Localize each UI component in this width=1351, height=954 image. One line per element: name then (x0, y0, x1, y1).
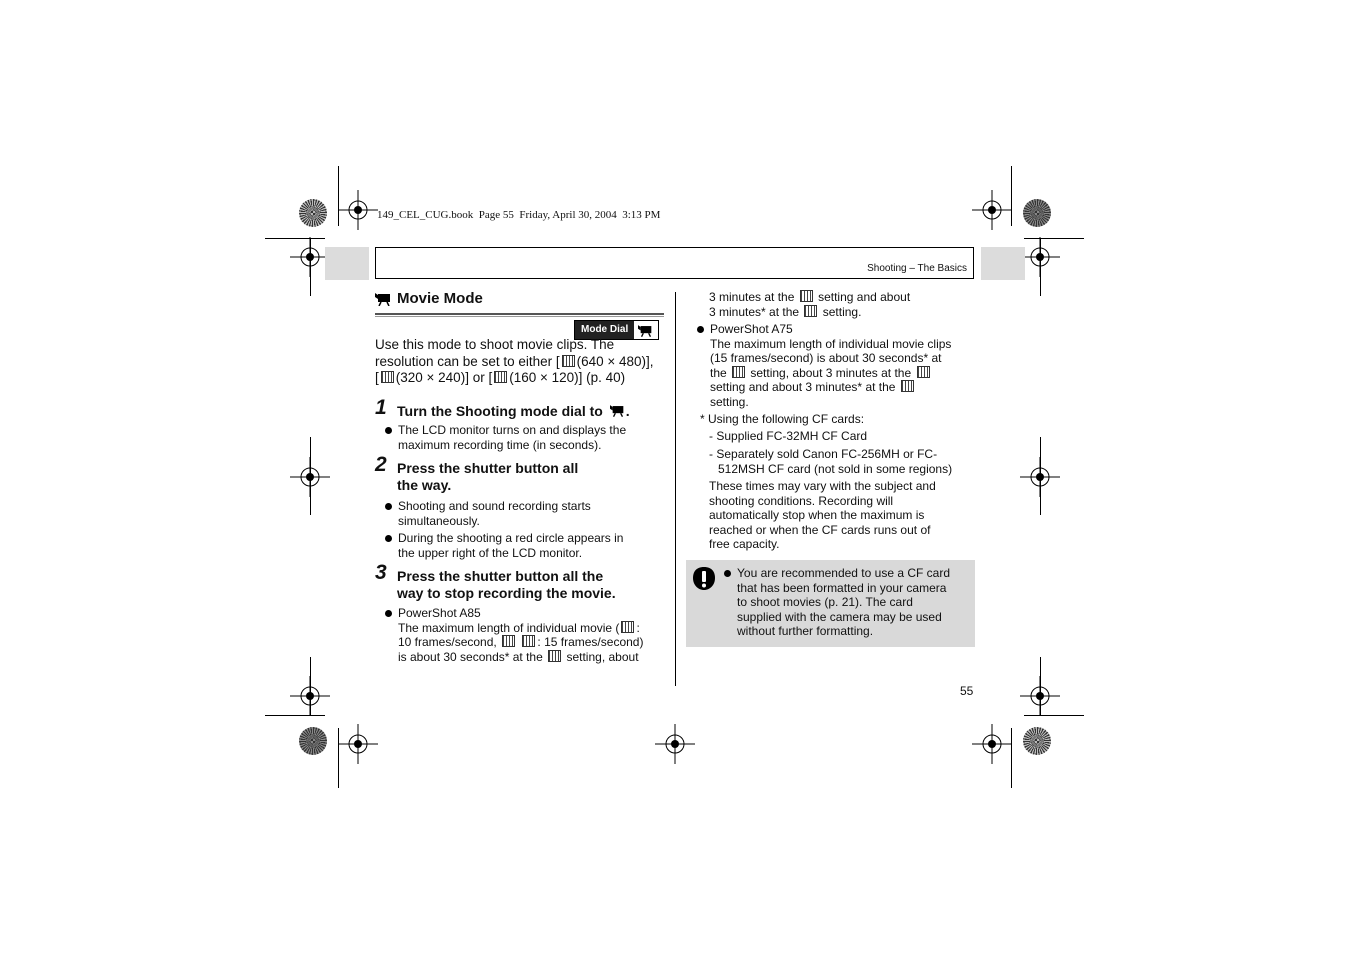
side-tab-right (981, 247, 1025, 280)
text-line (709, 305, 910, 320)
text: . (625, 403, 630, 419)
text: Turn the Shooting mode dial to (397, 403, 603, 419)
step-1 (375, 396, 630, 420)
step-2 (375, 453, 579, 494)
text: automatically stop when the maximum is (709, 508, 925, 522)
step-3 (375, 561, 616, 602)
column-divider (675, 292, 676, 686)
print-rosette (299, 199, 327, 227)
intro-line (375, 370, 667, 387)
text: simultaneously. (398, 513, 480, 528)
list-item (385, 606, 643, 664)
text: (640 × 480)], (576, 353, 654, 369)
print-rosette (1023, 199, 1051, 227)
resolution-320-icon (381, 371, 394, 383)
text: to shoot movies (p. 21). The card (737, 595, 913, 609)
text: setting. (822, 304, 862, 319)
text: is about 30 seconds* at the (398, 649, 543, 664)
text: the (710, 365, 727, 380)
text: reached or when the CF cards runs out of (709, 522, 931, 537)
text: the upper right of the LCD monitor. (398, 545, 583, 560)
bullet-icon (697, 326, 704, 333)
text: 512MSH CF card (not sold in some regions) (718, 461, 953, 476)
text: (160 × 120)] (p. 40) (509, 370, 626, 385)
text-line (709, 290, 910, 305)
registration-mark (972, 724, 1012, 764)
crop-mark (310, 437, 311, 515)
text: setting and about 3 minutes* at the (710, 380, 896, 394)
intro-paragraph (375, 337, 667, 387)
text: Press the shutter button all (397, 460, 579, 476)
resolution-320-icon (917, 366, 930, 378)
step-number: 1 (375, 396, 387, 419)
text: 3 minutes at the (709, 290, 795, 304)
resolution-640-icon (548, 650, 561, 662)
movie-camera-icon (610, 404, 626, 417)
text: setting and about (818, 290, 911, 304)
text: way to stop recording the movie. (397, 585, 616, 601)
crop-mark (310, 657, 311, 715)
list-item (385, 423, 626, 452)
text: Separately sold Canon FC-256MH or FC- (716, 447, 938, 461)
caution-text (724, 566, 969, 639)
continued-text (709, 290, 910, 319)
text: The LCD monitor turns on and displays the (398, 423, 627, 437)
bullet-icon (385, 427, 392, 434)
resolution-160-icon (522, 635, 535, 647)
text: without further formatting. (737, 624, 874, 638)
page-number: 55 (960, 684, 974, 698)
text: setting. (710, 394, 749, 409)
list-item (385, 499, 591, 528)
text: The maximum length of individual movie clips (710, 336, 952, 351)
section-header-title: Shooting – The Basics (867, 263, 967, 274)
intro-line (375, 354, 667, 371)
text: setting, about 3 minutes at the (750, 365, 912, 380)
list-item (697, 322, 951, 409)
list-item: - Supplied FC-32MH CF Card (709, 429, 868, 443)
page-title-text: Movie Mode (397, 290, 483, 307)
resolution-640-icon (621, 621, 634, 633)
page-title (375, 290, 483, 307)
bullet-icon (724, 570, 731, 577)
text: Press the shutter button all the (397, 568, 604, 584)
file-meta: 149_CEL_CUG.book Page 55 Friday, April 30, 2004 3:13 PM (377, 209, 661, 221)
text: During the shooting a red circle appears in (398, 531, 624, 545)
note-paragraph (709, 479, 936, 552)
caution-icon (691, 566, 717, 592)
registration-mark (338, 724, 378, 764)
text: setting, about (566, 649, 639, 664)
footnote: * Using the following CF cards: (700, 412, 865, 426)
bullet-icon (385, 503, 392, 510)
resolution-160-icon (901, 380, 914, 392)
text: : (636, 620, 640, 635)
text: The maximum length of individual movie ( (398, 620, 620, 635)
step-text (397, 460, 578, 494)
text: the way. (397, 477, 452, 493)
crop-mark (1040, 657, 1041, 715)
text: : 15 frames/second) (537, 635, 644, 649)
text: PowerShot A85 (398, 606, 481, 620)
text: You are recommended to use a CF card (737, 566, 951, 580)
text-line (710, 366, 951, 381)
intro-line: Use this mode to shoot movie clips. The (375, 337, 615, 352)
bullet-icon (385, 610, 392, 617)
crop-mark (1040, 238, 1041, 296)
text: 3 minutes* at the (709, 304, 800, 319)
side-tab-left (325, 247, 369, 280)
text: 10 frames/second, (398, 635, 497, 649)
text: (320 × 240)] or [ (395, 370, 493, 385)
text: that has been formatted in your camera (737, 580, 947, 595)
crop-mark (1040, 437, 1041, 515)
text-line (398, 621, 643, 636)
step-number: 3 (375, 561, 387, 584)
registration-mark (972, 190, 1012, 230)
resolution-160-icon (804, 305, 817, 317)
step-number: 2 (375, 453, 387, 476)
movie-camera-icon (375, 292, 393, 306)
print-rosette (1023, 727, 1051, 755)
text: maximum recording time (in seconds). (398, 437, 602, 452)
resolution-320-icon (800, 290, 813, 302)
title-rule (375, 316, 664, 317)
crop-mark (310, 238, 311, 296)
text: These times may vary with the subject and (709, 479, 936, 493)
text: Supplied FC-32MH CF Card (716, 429, 868, 443)
resolution-320-icon (502, 635, 515, 647)
text: free capacity. (709, 537, 780, 551)
text: resolution can be set to either [ (375, 353, 560, 369)
text: (15 frames/second) is about 30 seconds* at (710, 351, 942, 365)
page-header (375, 247, 974, 279)
resolution-640-icon (562, 355, 575, 367)
text-line (398, 635, 643, 650)
step-text (397, 403, 630, 420)
text: [ (375, 370, 379, 385)
list-item: - Separately sold Canon FC-256MH or FC- 512MSH CF card (not sold in some regions) (709, 447, 953, 476)
text-line (710, 380, 951, 395)
title-rule (375, 313, 664, 315)
step-text (397, 568, 616, 602)
text: supplied with the camera may be used (737, 609, 942, 624)
text-line (398, 650, 643, 665)
print-rosette (299, 727, 327, 755)
registration-mark (655, 724, 695, 764)
registration-mark (338, 190, 378, 230)
text: shooting conditions. Recording will (709, 493, 894, 508)
resolution-160-icon (494, 371, 507, 383)
list-item (385, 531, 623, 560)
text: PowerShot A75 (710, 322, 793, 336)
mode-dial-label: Mode Dial (575, 321, 634, 339)
text: Shooting and sound recording starts (398, 499, 591, 513)
bullet-icon (385, 535, 392, 542)
resolution-640-icon (732, 366, 745, 378)
